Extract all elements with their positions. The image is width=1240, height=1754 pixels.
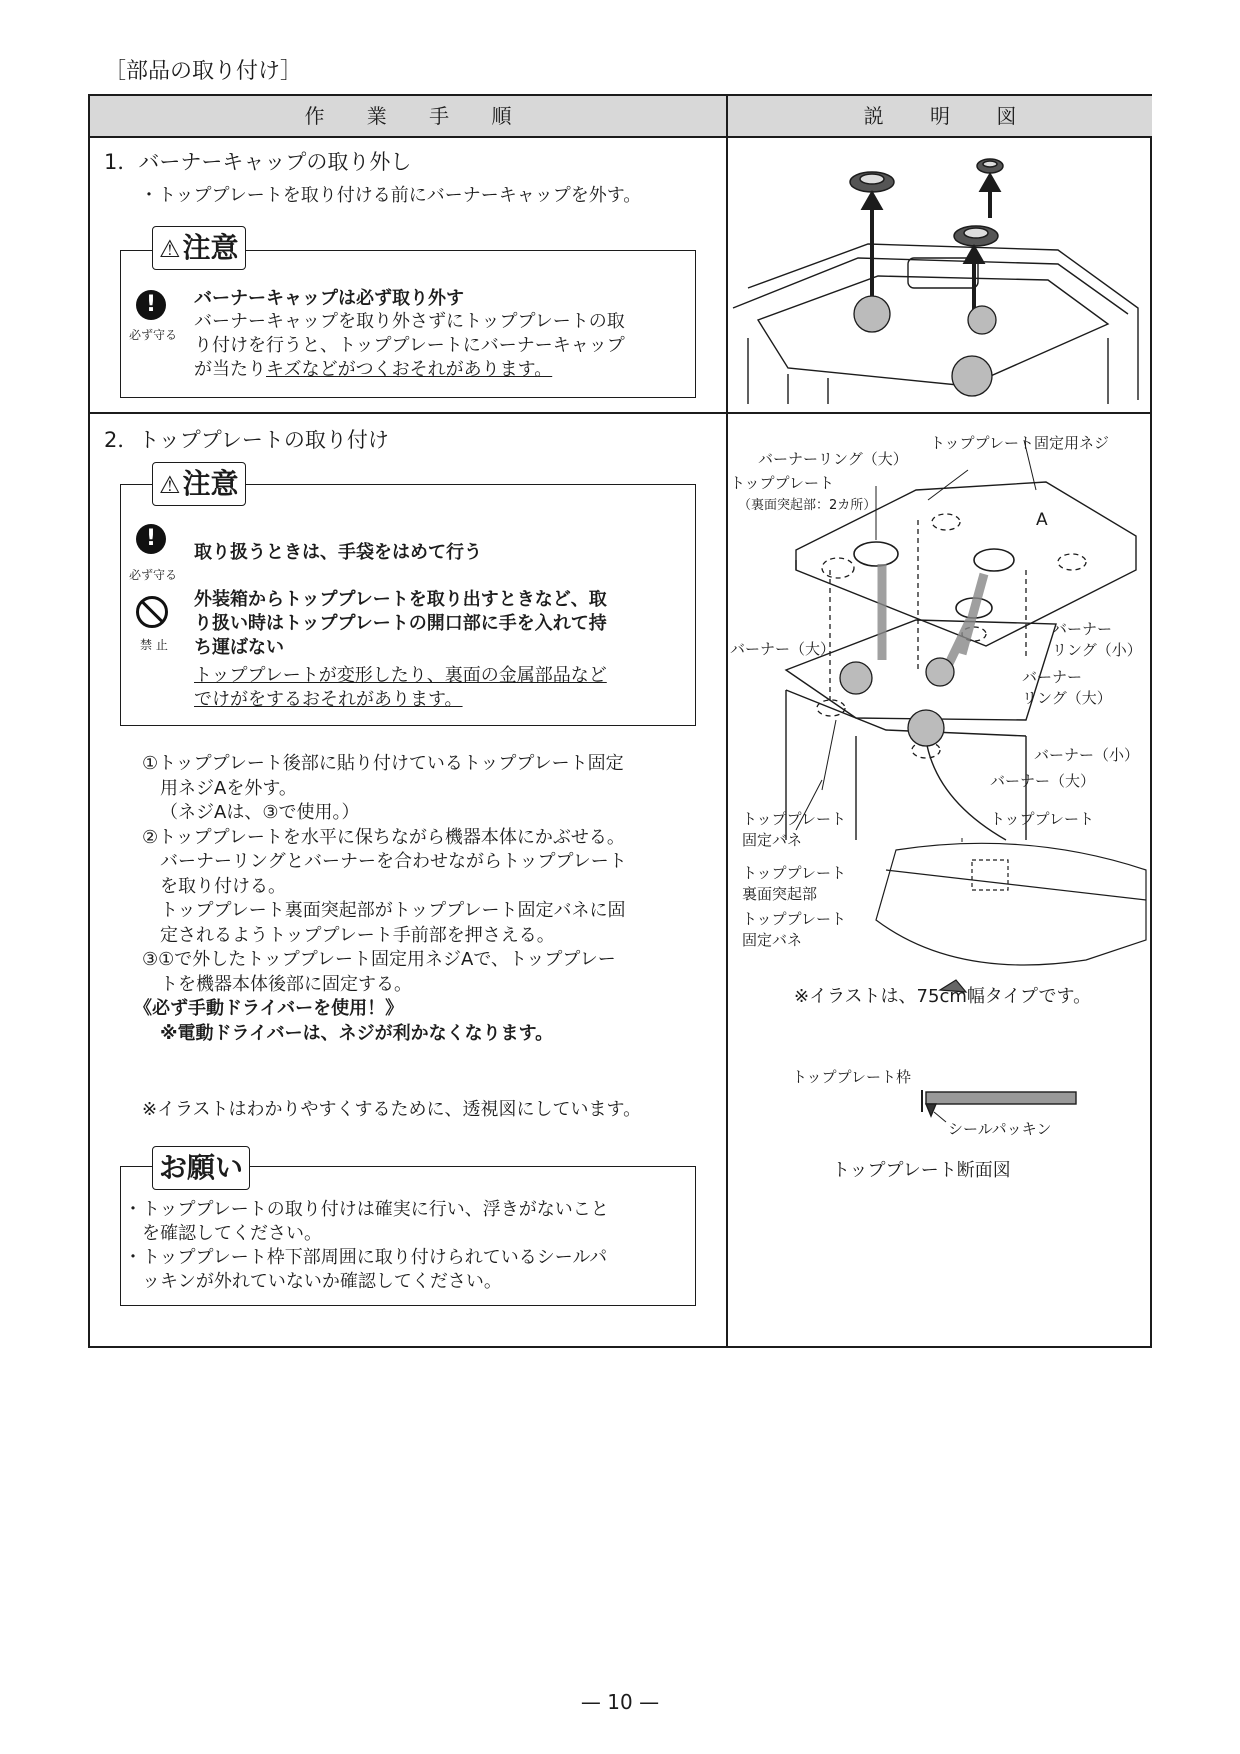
request-label: お願い	[152, 1146, 250, 1190]
page-number: — 10 —	[580, 1690, 660, 1714]
label-section-packing: シールパッキン	[948, 1120, 1052, 1138]
mandatory-icon: !	[136, 290, 166, 320]
label-section-frame: トッププレート枠	[792, 1068, 911, 1086]
prohibited-icon	[136, 596, 168, 628]
label-detail-plate: トッププレート	[990, 810, 1094, 828]
label-ring-large: バーナーリング（大）	[758, 450, 908, 468]
section-title: ［部品の取り付け］	[104, 59, 303, 84]
label-spring-2: トッププレート 固定バネ	[742, 910, 846, 949]
warning-triangle-icon: ⚠	[159, 235, 181, 263]
divider	[90, 412, 1152, 414]
illustration-note: ※イラストはわかりやすくするために、透視図にしています。	[142, 1099, 642, 1120]
label-burner-large-left: バーナー（大）	[730, 640, 836, 658]
label-top-plate-sub: （裏面突起部：2カ所）	[738, 498, 877, 513]
figure-note: ※イラストは、75cm幅タイプです。	[794, 986, 1092, 1007]
step2-title: 2．トッププレートの取り付け	[104, 428, 389, 452]
step1-caution-heading: バーナーキャップは必ず取り外す	[194, 288, 464, 309]
label-ring-large-2: バーナー リング（大）	[1022, 668, 1112, 707]
request-text: ・トッププレートの取り付けは確実に行い、浮きがないこと を確認してください。 ・トッププレート枠下部周囲に取り付けられているシールパ ッキンが外れていないか確認してください。	[124, 1199, 609, 1292]
label-burner-small: バーナー（小）	[1034, 746, 1140, 764]
label-ring-small: バーナー リング（小）	[1052, 620, 1142, 659]
step1-caution-label: ⚠注意	[152, 226, 246, 270]
step1-bullet: ・トッププレートを取り付ける前にバーナーキャップを外す。	[140, 185, 642, 206]
step2-caution-label: ⚠注意	[152, 462, 246, 506]
header-illustration: 説 明 図	[863, 104, 1017, 128]
label-a: A	[1036, 510, 1048, 530]
label-protrusion: トッププレート 裏面突起部	[742, 864, 846, 903]
mandatory-caption: 必ず守る	[129, 328, 178, 342]
table-header-row	[90, 96, 1152, 136]
prohibited-caption: 禁 止	[140, 638, 168, 652]
step1-title: 1．バーナーキャップの取り外し	[104, 150, 412, 174]
burner-cap-removal-figure	[728, 138, 1148, 404]
mandatory-caption: 必ず守る	[129, 568, 178, 582]
mandatory-icon: !	[136, 524, 166, 554]
step1-caution-text: バーナーキャップを取り外さずにトッププレートの取 り付けを行うと、トッププレートにバーナーキャップ が当たりキズなどがつくおそれがあります。	[194, 311, 625, 380]
step2-caution-item2: 外装箱からトッププレートを取り出すときなど、取 り扱い時はトッププレートの開口部に手を入れて持 ち運ばない	[194, 589, 607, 658]
warning-triangle-icon: ⚠	[159, 471, 181, 499]
step2-caution-item1: 取り扱うときは、手袋をはめて行う	[194, 542, 482, 563]
step2-procedure: ①トッププレート後部に貼り付けているトッププレート固定 用ネジAを外す。 （ネジAは、③で使用。） ②トッププレートを水平に保ちながら機器本体にかぶせる。 バーナーリングとバーナーを合わせながらトッププレート を取り付ける。 トッププレート裏面突起部がトッププレート固定バネに固 定されるようトッププレート手前部を押さえる。 ③①で外したトッププレート固定用ネジAで、トッププレー トを機器本体後部に固定する。 《必ず手動ドライバーを使用！》 ※電動ドライバーは、ネジが利かなくなります。	[134, 753, 627, 1044]
label-burner-large-right: バーナー（大）	[990, 772, 1096, 790]
header-procedure: 作 業 手 順	[304, 104, 512, 128]
label-top-plate: トッププレート	[730, 474, 834, 492]
section-caption: トッププレート断面図	[832, 1160, 1011, 1181]
top-plate-installation-figure	[726, 440, 1150, 1040]
label-screw: トッププレート固定用ネジ	[930, 434, 1109, 452]
label-spring-1: トッププレート 固定バネ	[742, 810, 846, 849]
step2-caution-note: トッププレートが変形したり、裏面の金属部品など でけがをするおそれがあります。	[194, 665, 607, 710]
